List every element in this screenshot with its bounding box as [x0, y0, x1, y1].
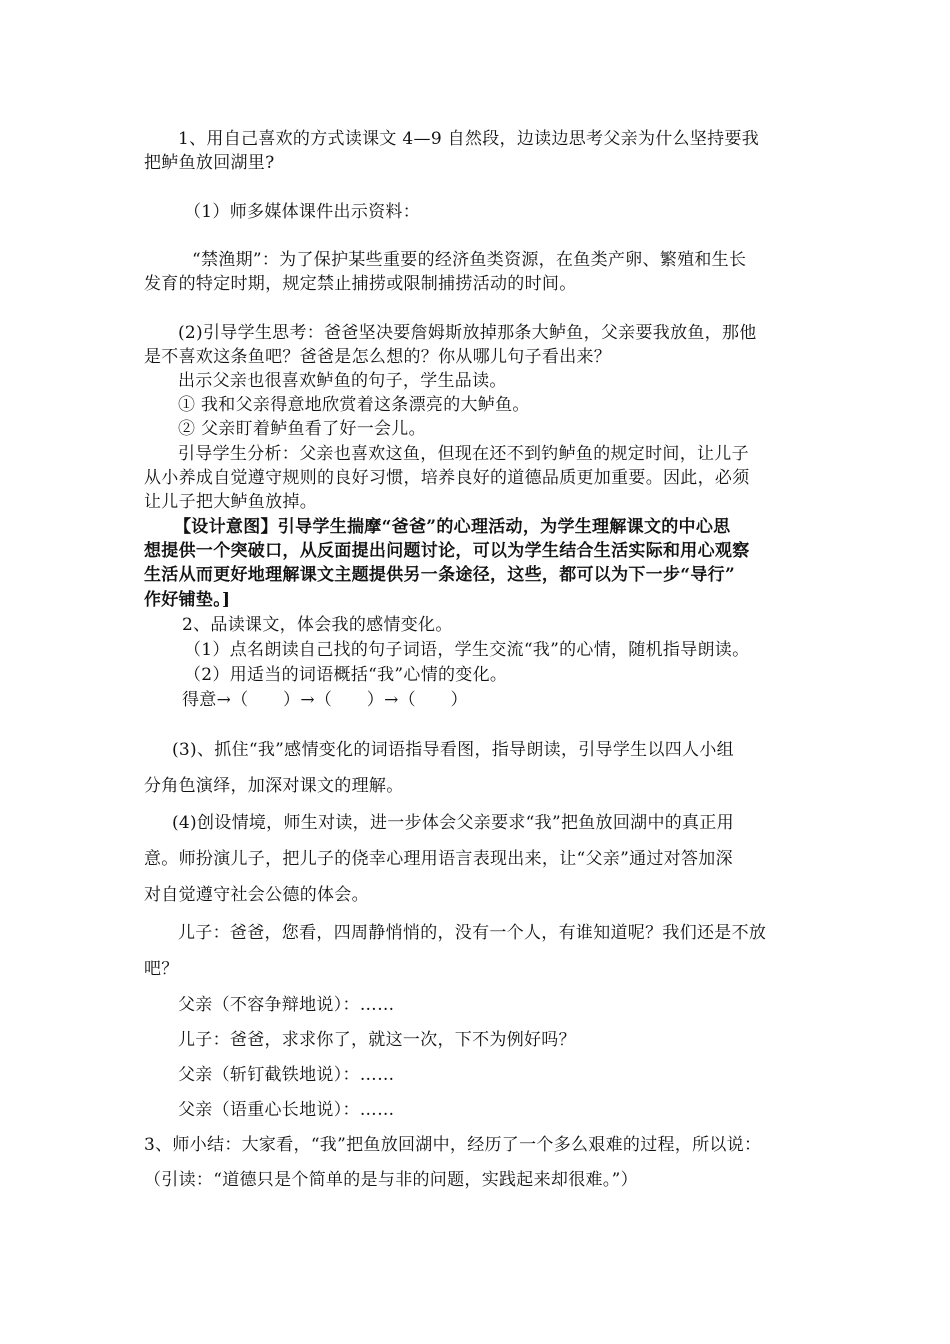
- dialogue-line: 父亲（斩钉截铁地说）：……: [178, 1065, 395, 1085]
- text-line: ② 父亲盯着鲈鱼看了好一会儿。: [178, 419, 426, 439]
- text-line: ① 我和父亲得意地欣赏着这条漂亮的大鲈鱼。: [178, 395, 530, 415]
- design-intent-line: 【设计意图】引导学生揣摩“爸爸”的心理活动，为学生理解课文的中心思: [174, 517, 731, 537]
- text-line: 分角色演绎，加深对课文的理解。: [144, 776, 404, 796]
- design-intent-line: 作好铺垫。]: [144, 590, 231, 610]
- text-line: 意。师扮演儿子，把儿子的侥幸心理用语言表现出来，让“父亲”通过对答加深: [144, 849, 733, 869]
- text-line: (3)、抓住“我”感情变化的词语指导看图，指导朗读，引导学生以四人小组: [172, 740, 734, 760]
- dialogue-line: 儿子：爸爸，求求你了，就这一次，下不为例好吗？: [178, 1030, 576, 1050]
- text-line: 2、品读课文，体会我的感情变化。: [182, 615, 453, 635]
- text-line: 从小养成自觉遵守规则的良好习惯，培养良好的道德品质更加重要。因此，必须: [144, 468, 750, 488]
- text-line: 让儿子把大鲈鱼放掉。: [144, 492, 317, 512]
- text-line: （1）师多媒体课件出示资料：: [184, 202, 421, 222]
- dialogue-line: 儿子：爸爸，您看，四周静悄悄的，没有一个人，有谁知道呢？我们还是不放: [178, 923, 767, 943]
- text-line: 1、用自己喜欢的方式读课文 4—9 自然段，边读边思考父亲为什么坚持要我: [178, 129, 760, 149]
- text-line: 3、师小结：大家看，“我”把鱼放回湖中，经历了一个多么艰难的过程，所以说：: [144, 1135, 762, 1155]
- design-intent-line: 生活从而更好地理解课文主题提供另一条途径，这些，都可以为下一步“导行”: [144, 565, 736, 585]
- dialogue-line: 父亲（不容争辩地说）：……: [178, 995, 395, 1015]
- text-line: 引导学生分析：父亲也喜欢这鱼，但现在还不到钓鲈鱼的规定时间，让儿子: [178, 444, 749, 464]
- text-line: （2）用适当的词语概括“我”心情的变化。: [184, 665, 508, 685]
- text-line: 出示父亲也很喜欢鲈鱼的句子，学生品读。: [178, 371, 507, 391]
- text-line: 把鲈鱼放回湖里?: [144, 153, 275, 173]
- dialogue-line: 父亲（语重心长地说）：……: [178, 1100, 395, 1120]
- text-line: （1）点名朗读自己找的句子词语，学生交流“我”的心情，随机指导朗读。: [184, 640, 750, 660]
- design-intent-line: 想提供一个突破口，从反面提出问题讨论，可以为学生结合生活实际和用心观察: [144, 541, 750, 561]
- text-line: 发育的特定时期，规定禁止捕捞或限制捕捞活动的时间。: [144, 274, 577, 294]
- text-line: (2)引导学生思考：爸爸坚决要詹姆斯放掉那条大鲈鱼，父亲要我放鱼，那他: [178, 323, 757, 343]
- text-line: “禁渔期”：为了保护某些重要的经济鱼类资源，在鱼类产卵、繁殖和生长: [192, 250, 747, 270]
- text-line: 是不喜欢这条鱼吧？爸爸是怎么想的？你从哪儿句子看出来？: [144, 347, 612, 367]
- text-line: (4)创设情境，师生对读，进一步体会父亲要求“我”把鱼放回湖中的真正用: [172, 813, 734, 833]
- dialogue-line: 吧？: [144, 959, 179, 979]
- text-line: （引读：“道德只是个简单的是与非的问题，实践起来却很难。”）: [144, 1170, 638, 1190]
- text-line: 对自觉遵守社会公德的体会。: [144, 885, 369, 905]
- fill-in-blanks-line: 得意→（ ）→（ ）→（ ）: [182, 690, 468, 710]
